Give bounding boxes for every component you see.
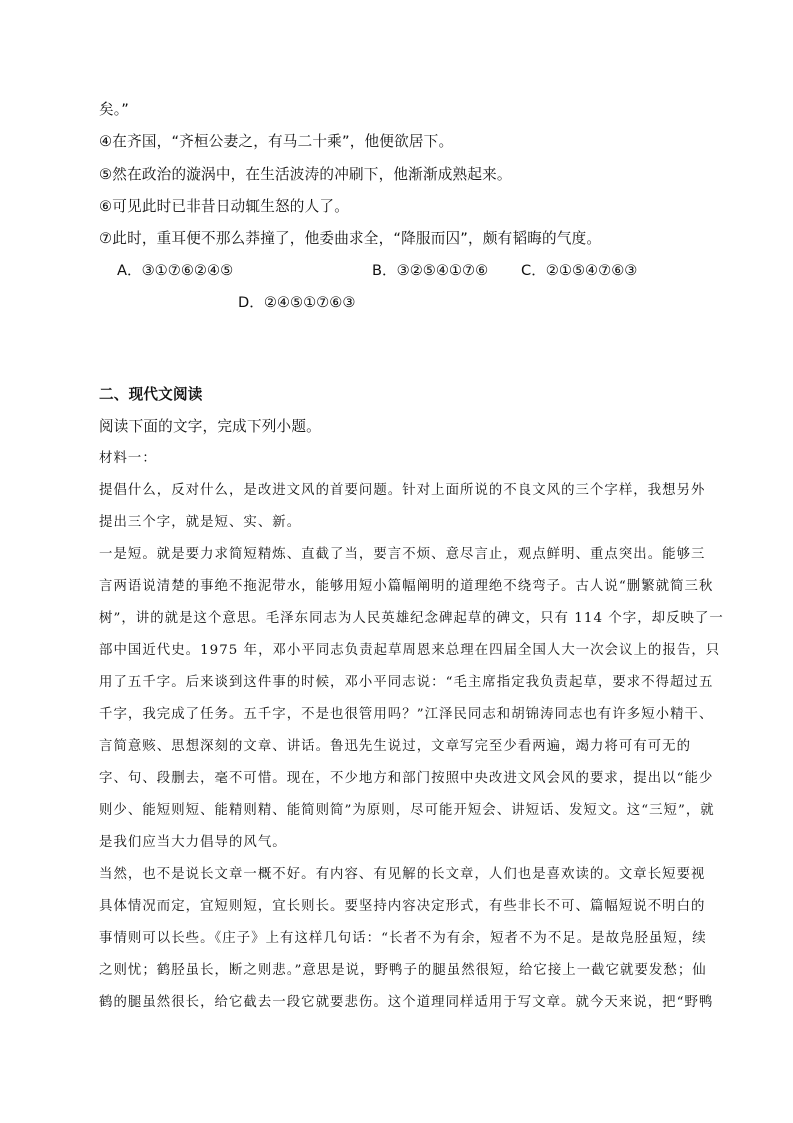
- passage-line: 当然，也不是说长文章一概不好。有内容、有见解的长文章，人们也是喜欢读的。文章长短要视: [99, 867, 706, 882]
- option-c: C．②①⑤④⑦⑥③: [521, 262, 638, 279]
- passage-line: 字、句、段删去，毫不可惜。现在，不少地方和部门按照中央改进文风会风的要求，提出以“能少: [99, 771, 714, 786]
- passage-line: 言简意赅、思想深刻的文章、讲话。鲁迅先生说过，文章写完至少看两遍，竭力将可有可无的: [99, 739, 692, 754]
- option-b: B．③②⑤④①⑦⑥: [372, 262, 489, 279]
- passage-line: 鹤的腿虽然很长，给它截去一段它就要悲伤。这个道理同样适用于写文章。就今天来说，把“野鸭: [99, 995, 714, 1010]
- passage-line: 是我们应当大力倡导的风气。: [99, 835, 287, 850]
- option-a: A．③①⑦⑥②④⑤: [117, 262, 234, 279]
- passage-line: 用了五千字。后来谈到这件事的时候，邓小平同志说：“毛主席指定我负责起草，要求不得超过五: [99, 675, 714, 690]
- passage-line: 言两语说清楚的事绝不拖泥带水，能够用短小篇幅阐明的道理绝不绕弯子。古人说“删繁就简三秋: [99, 579, 714, 594]
- passage-line: 具体情况而定，宜短则短，宜长则长。要坚持内容决定形式，有些非长不可、篇幅短说不明白的: [99, 899, 706, 914]
- passage-line: 部中国近代史。1975 年，邓小平同志负责起草周恩来总理在四届全国人大一次会议上的报告，只: [99, 643, 721, 658]
- question-line: ⑦此时，重耳便不那么莽撞了，他委曲求全，“降服而囚”，颇有韬晦的气度。: [99, 230, 602, 247]
- passage-line: 之则忧；鹤胫虽长，断之则悲。”意思是说，野鸭子的腿虽然很短，给它接上一截它就要发愁；仙: [99, 963, 707, 978]
- question-line: 矣。”: [99, 101, 130, 118]
- section-heading: 二、现代文阅读: [99, 386, 203, 403]
- passage-line: 则少、能短则短、能精则精、能简则简”为原则，尽可能开短会、讲短话、发短文。这“三短”，就: [99, 803, 715, 818]
- passage-line: 树”，讲的就是这个意思。毛泽东同志为人民英雄纪念碑起草的碑文，只有 114 个字，却反映了一: [99, 611, 724, 626]
- section-instruction: 阅读下面的文字，完成下列小题。: [99, 418, 321, 435]
- option-d: D．②④⑤①⑦⑥③: [238, 294, 356, 311]
- passage-line: 事情则可以长些。《庄子》上有这样几句话：“长者不为有余，短者不为不足。是故凫胫虽短，续: [99, 931, 707, 946]
- passage-line: 一是短。就是要力求简短精炼、直截了当，要言不烦、意尽言止，观点鲜明、重点突出。能够三: [99, 547, 706, 562]
- material-label: 材料一：: [99, 451, 157, 466]
- passage-line: 千字，我完成了任务。五千字，不是也很管用吗？”江泽民同志和胡锦涛同志也有许多短小精干、: [99, 707, 714, 722]
- passage-line: 提倡什么，反对什么，是改进文风的首要问题。针对上面所说的不良文风的三个字样，我想另外: [99, 483, 706, 498]
- passage-line: 提出三个字，就是短、实、新。: [99, 515, 302, 530]
- question-line: ④在齐国，“齐桓公妻之，有马二十乘”，他便欲居下。: [99, 133, 454, 150]
- question-line: ⑤然在政治的漩涡中，在生活波涛的冲刷下，他渐渐成熟起来。: [99, 166, 512, 183]
- question-line: ⑥可见此时已非昔日动辄生怒的人了。: [99, 198, 349, 215]
